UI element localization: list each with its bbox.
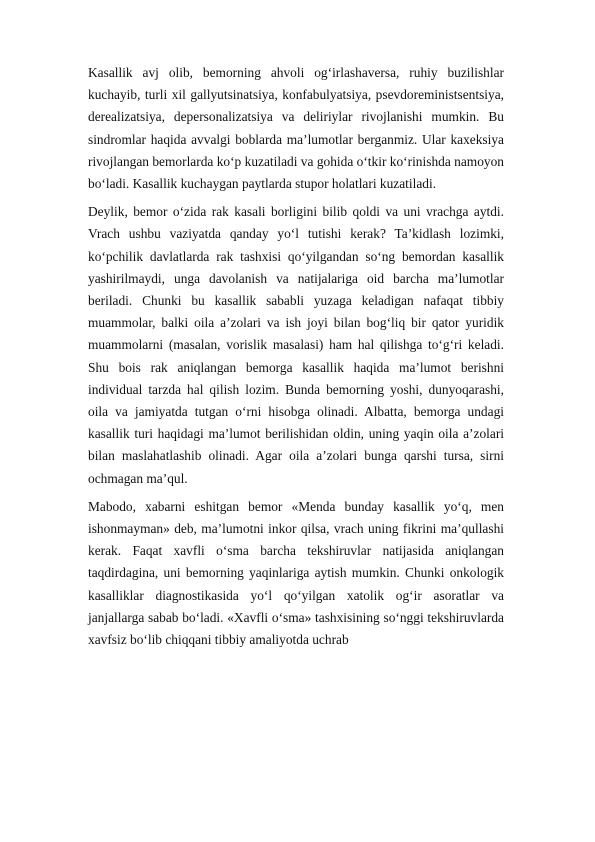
document-page — [88, 62, 504, 657]
paragraph-2: Deylik, bemor o‘zida rak kasali borligini bilib qoldi va uni vrachga aytdi. Vrach ushbu vaziyatda qanday yo‘l tutishi kerak? Ta’kidlash lozimki, ko‘pchilik davlatlarda rak tashxisi qo‘yilgandan so‘ng bemordan kasallik yashirilmaydi, unga davolanish va natijalariga oid barcha ma’lumotlar beriladi. Chunki bu kasallik sababli yuzaga keladigan nafaqat tibbiy muammolar, balki oila a’zolari va ish joyi bilan bog‘liq bir qator yuridik muammolarni (masalan, vorislik masalasi) ham hal qilishga to‘g‘ri keladi. Shu bois rak aniqlangan bemorga kasallik haqida ma’lumot berishni individual tarzda hal qilish lozim. Bunda bemorning yoshi, dunyoqarashi, oila va jamiyatda tutgan o‘rni hisobga olinadi. Albatta, bemorga undagi kasallik turi haqidagi ma’lumot berilishidan oldin, uning yaqin oila a’zolari bilan maslahatlashib olinadi. Agar oila a’zolari bunga qarshi tursa, sirni ochmagan ma’qul. — [88, 204, 504, 486]
paragraph-1: Kasallik avj olib, bemorning ahvoli og‘irlashaversa, ruhiy buzilishlar kuchayib, turli xil gallyutsinatsiya, konfabulyatsiya, psevdoreministsentsiya, derealizatsiya, depersonalizatsiya va deliriylar rivojlanishi mumkin. Bu sindromlar haqida avvalgi boblarda ma’lumotlar berganmiz. Ular kaxeksiya rivojlangan bemorlarda ko‘p kuzatiladi va gohida o‘tkir ko‘rinishda namoyon bo‘ladi. Kasallik kuchaygan paytlarda stupor holatlari kuzatiladi. — [88, 65, 504, 192]
paragraph-3: Mabodo, xabarni eshitgan bemor «Menda bunday kasallik yo‘q, men ishonmayman» deb, ma’lumotni inkor qilsa, vrach uning fikrini ma’qullashi kerak. Faqat xavfli o‘sma barcha tekshiruvlar natijasida aniqlangan taqdirdagina, uni bemorning yaqinlariga aytish mumkin. Chunki onkologik kasalliklar diagnostikasida yo‘l qo‘yilgan xatolik og‘ir asoratlar va janjallarga sabab bo‘ladi. «Xavfli o‘sma» tashxisining so‘nggi tekshiruvlarda xavfsiz bo‘lib chiqqani tibbiy amaliyotda uchrab — [88, 498, 504, 648]
